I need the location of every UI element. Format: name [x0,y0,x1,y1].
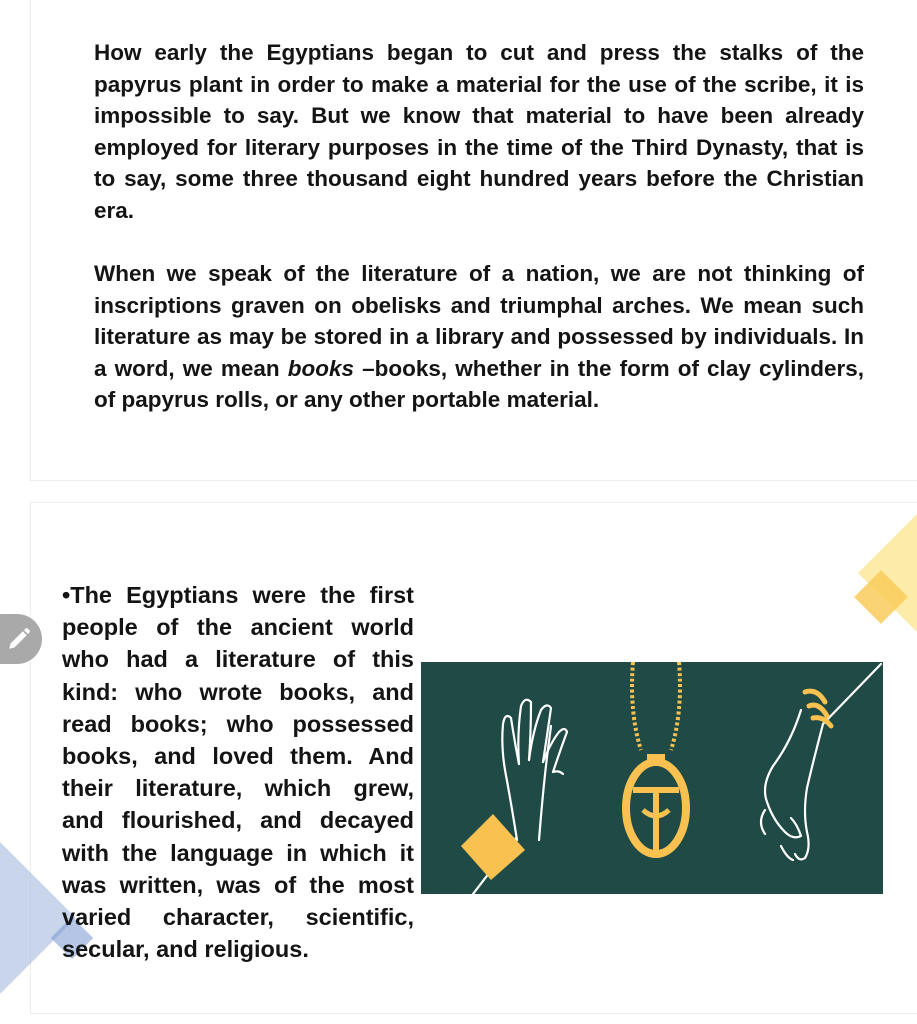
slide-1 [30,0,917,481]
emphasis-books: books [287,355,355,381]
paragraph-literature-end: –books, whether in the form of clay cylinders, of papyrus rolls, or any other portable material. [94,355,865,412]
bullet-paragraph: •The Egyptians were the first people of the ancient world who had a literature of this kind: who wrote books, and read books; who possessed books, and loved them. And their literature, which grew, and flourished, and decayed with the language in which it was written, was of the most varied character, scientific, secular, and religious. [62,582,414,963]
paragraph-papyrus: How early the Egyptians began to cut and press the stalks of the papyrus plant in order to make a material for the use of the scribe, it is impossible to say. But we know that material to have been already employed for literary purposes in the time of the Third Dynasty, that is to say, some three thousand eight hundred years before the Christian era. [94,40,864,223]
pencil-icon [6,626,32,652]
paragraph-literature [94,258,864,416]
paragraph-literature-start: When we speak of the literature of a nation, we are not thinking of inscriptions graven on obelisks and triumphal arches. We mean such literature as may be stored in a library and possessed by individuals. In a word, we mean [94,261,864,381]
egyptian-jewelry-illustration [421,662,883,894]
